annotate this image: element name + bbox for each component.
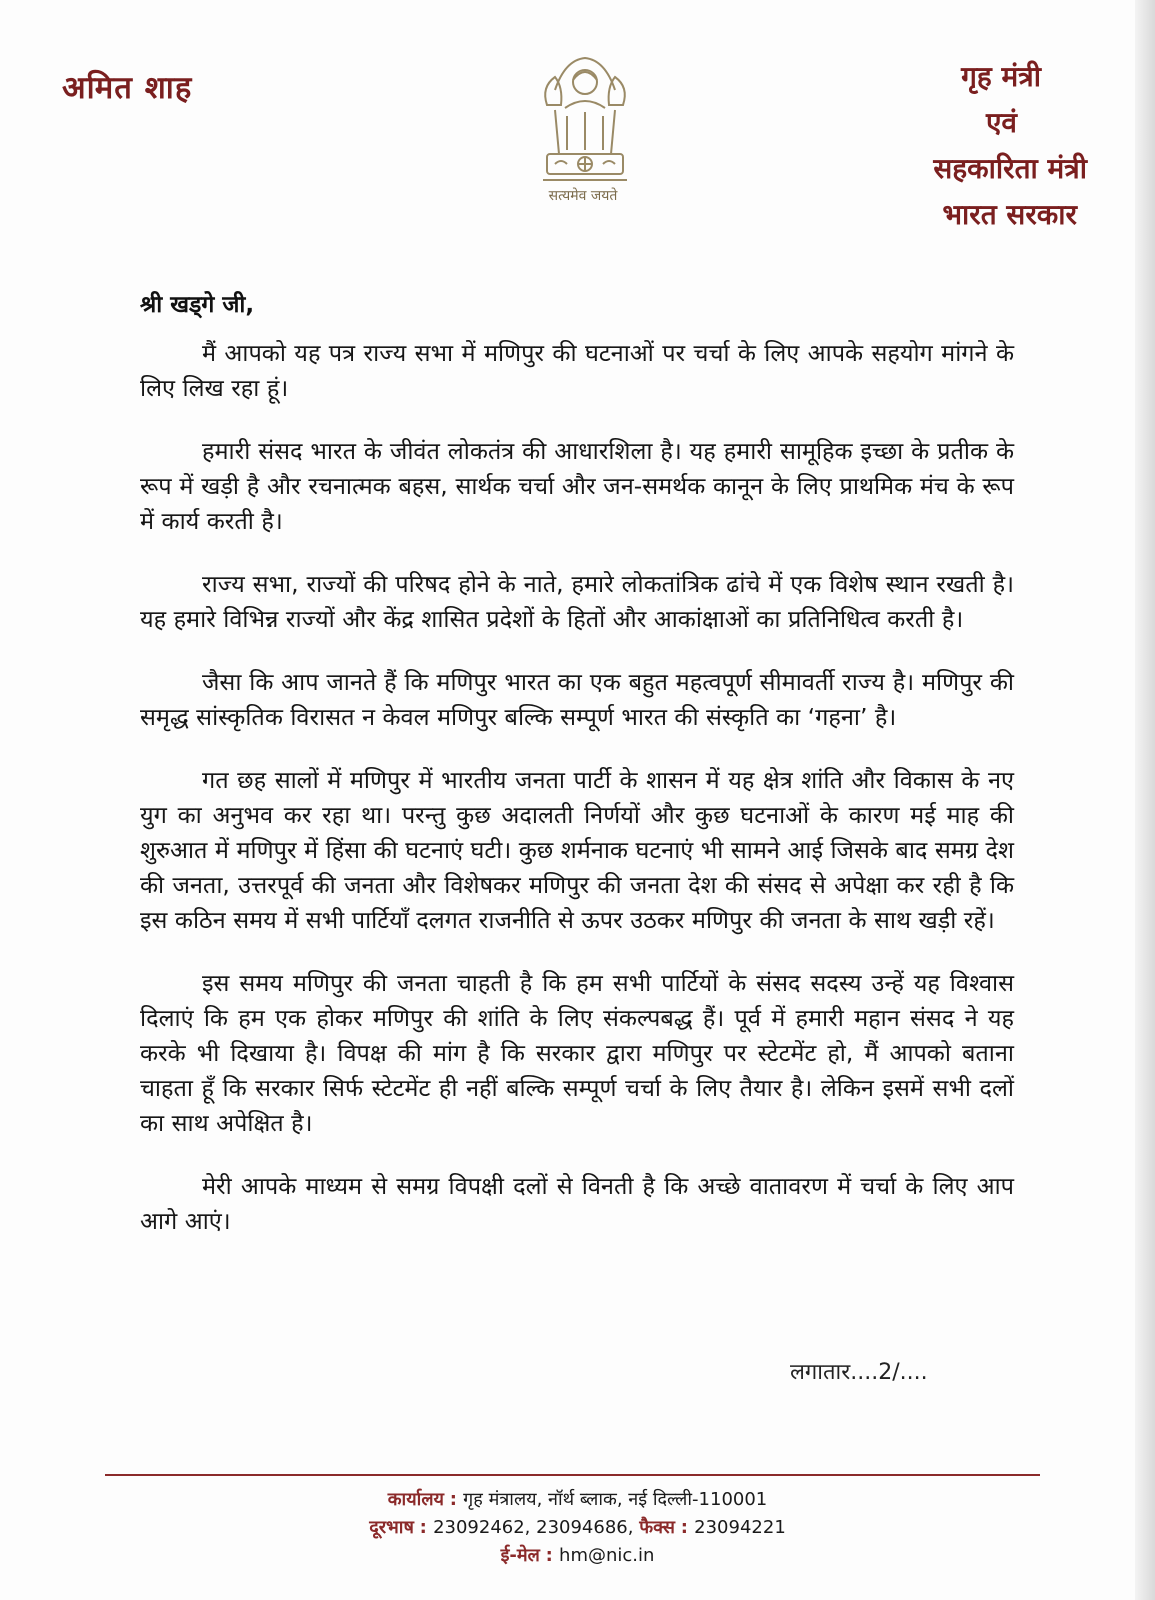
continued-marker: लगातार....2/.... bbox=[790, 1360, 928, 1385]
paragraph: जैसा कि आप जानते हैं कि मणिपुर भारत का एक बहुत महत्वपूर्ण सीमावर्ती राज्य है। मणिपुर की समृद्ध सांस्कृतिक विरासत न केवल मणिपुर बल्कि सम्पूर्ण भारत की संस्कृति का ‘गहना’ है। bbox=[140, 668, 1014, 731]
office-address: गृह मंत्रालय, नॉर्थ ब्लाक, नई दिल्ली-110001 bbox=[463, 1489, 768, 1510]
email-address[interactable]: hm@nic.in bbox=[559, 1545, 655, 1566]
fax-label: फैक्स bbox=[639, 1517, 675, 1538]
letter-body bbox=[140, 336, 1014, 1267]
paragraph: हमारी संसद भारत के जीवंत लोकतंत्र की आधारशिला है। यह हमारी सामूहिक इच्छा के प्रतीक के रूप में खड़ी है और रचनात्मक बहस, सार्थक चर्चा और जन-समर्थक कानून के लिए प्राथमिक मंच के रूप में कार्य करती है। bbox=[140, 437, 1014, 535]
designation-line: गृह मंत्री bbox=[961, 60, 1041, 93]
page-edge-shadow bbox=[1135, 0, 1155, 1600]
paragraph: गत छह सालों में मणिपुर में भारतीय जनता पार्टी के शासन में यह क्षेत्र शांति और विकास के नए युग का अनुभव कर रहा था। परन्तु कुछ अदालती निर्णयों और कुछ घटनाओं के कारण मई माह की शुरुआत में मणिपुर में हिंसा की घटनाएं घटी। कुछ शर्मनाक घटनाएं भी सामने आई जिसके बाद समग्र देश की जनता, उत्तरपूर्व की जनता और विशेषकर मणिपुर की जनता देश की संसद से अपेक्षा कर रही है कि इस कठिन समय में सभी पार्टियाँ दलगत राजनीति से ऊपर उठकर मणिपुर की जनता के साथ खड़ी रहें। bbox=[140, 766, 1014, 934]
office-label: कार्यालय bbox=[387, 1489, 444, 1510]
designation-line: एवं bbox=[985, 106, 1017, 139]
footer-phone: दूरभाष : 23092462, 23094686, फैक्स : 23094221 bbox=[369, 1517, 786, 1538]
paragraph: मैं आपको यह पत्र राज्य सभा में मणिपुर की घटनाओं पर चर्चा के लिए आपके सहयोग मांगने के लिए लिख रहा हूं। bbox=[140, 339, 1014, 402]
paragraph: राज्य सभा, राज्यों की परिषद होने के नाते, हमारे लोकतांत्रिक ढांचे में एक विशेष स्थान रखती है। यह हमारे विभिन्न राज्यों और केंद्र शासित प्रदेशों के हितों और आकांक्षाओं का प्रतिनिधित्व करती है। bbox=[140, 570, 1014, 633]
phone-label: दूरभाष bbox=[369, 1517, 414, 1538]
email-label: ई-मेल bbox=[500, 1545, 540, 1566]
designation-block bbox=[827, 54, 1087, 238]
footer-office: कार्यालय : गृह मंत्रालय, नॉर्थ ब्लाक, नई दिल्ली-110001 bbox=[387, 1489, 768, 1510]
designation-line: भारत सरकार bbox=[942, 198, 1077, 231]
footer-divider bbox=[105, 1474, 1040, 1476]
paragraph: इस समय मणिपुर की जनता चाहती है कि हम सभी पार्टियों के संसद सदस्य उन्हें यह विश्वास दिलाएं कि हम एक होकर मणिपुर की शांति के लिए संकल्पबद्ध हैं। पूर्व में हमारी महान संसद ने यह करके भी दिखाया है। विपक्ष की मांग है कि सरकार द्वारा मणिपुर पर स्टेटमेंट हो, मैं आपको बताना चाहता हूँ कि सरकार सिर्फ स्टेटमेंट ही नहीं बल्कि सम्पूर्ण चर्चा के लिए तैयार है। लेकिन इसमें सभी दलों का साथ अपेक्षित है। bbox=[140, 969, 1014, 1137]
designation-line: सहकारिता मंत्री bbox=[933, 152, 1087, 185]
phone-numbers: 23092462, 23094686, bbox=[433, 1517, 634, 1538]
sender-name: अमित शाह bbox=[62, 70, 193, 106]
salutation: श्री खड्गे जी, bbox=[140, 292, 255, 318]
footer bbox=[0, 1486, 1155, 1570]
emblem-motto: सत्यमेव जयते bbox=[548, 188, 618, 204]
footer-email: ई-मेल : hm@nic.in bbox=[500, 1545, 655, 1566]
fax-number: 23094221 bbox=[694, 1517, 786, 1538]
paragraph: मेरी आपके माध्यम से समग्र विपक्षी दलों से विनती है कि अच्छे वातावरण में चर्चा के लिए आप आगे आएं। bbox=[140, 1172, 1014, 1235]
